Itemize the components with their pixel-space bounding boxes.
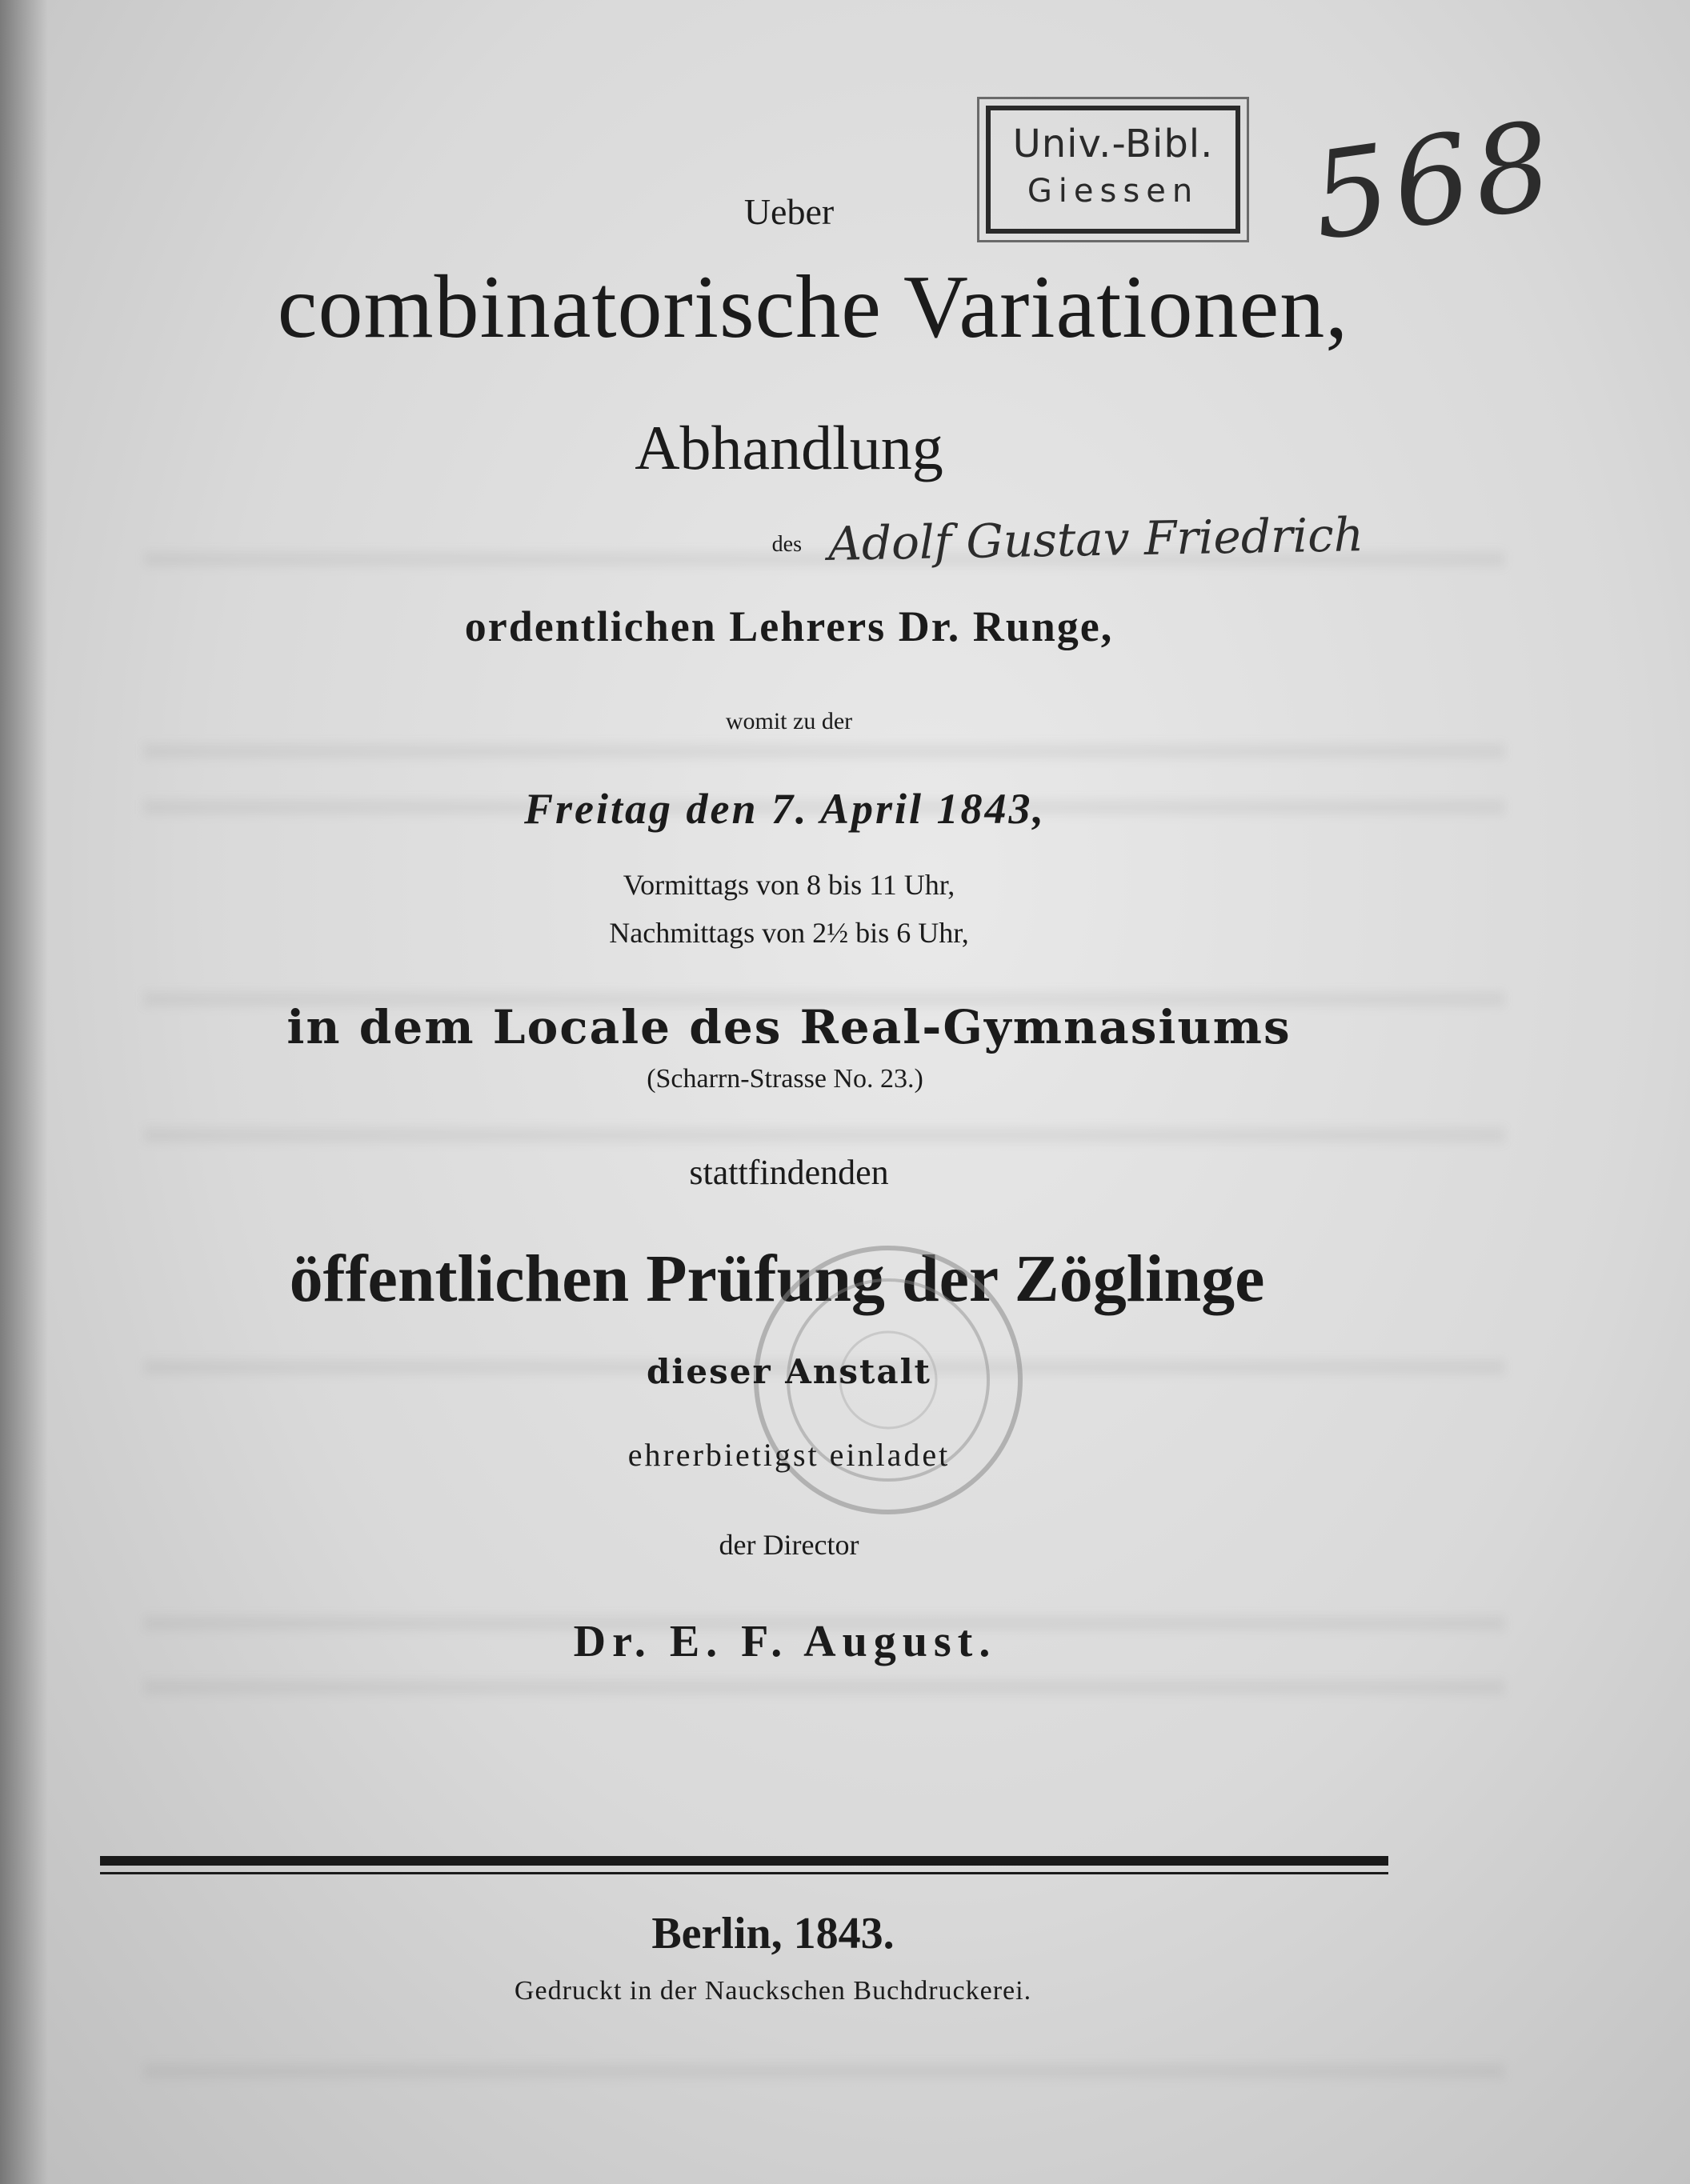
afternoon-hours: Nachmittags von 2½ bis 6 Uhr, [609, 917, 969, 949]
institution-line: dieser Anstalt [647, 1352, 931, 1391]
invite-line: ehrerbietigst einladet [627, 1437, 951, 1473]
stamp-line-2: Giessen [1027, 173, 1199, 210]
director-name: Dr. E. F. August. [573, 1617, 997, 1666]
handwritten-author-names: Adolf Gustav Friedrich [827, 507, 1364, 571]
bleed-through-line [144, 744, 1504, 758]
womit-line: womit zu der [725, 708, 853, 734]
imprint-printer: Gedruckt in der Nauckschen Buchdruckerei. [514, 1976, 1032, 2006]
author-line: ordentlichen Lehrers Dr. Runge, [464, 602, 1114, 650]
stattfindenden-line: stattfindenden [689, 1153, 889, 1192]
subtitle: Abhandlung [635, 413, 943, 482]
event-date: Freitag den 7. April 1843, [523, 785, 1047, 833]
bleed-through-line [144, 1680, 1504, 1694]
thick-rule [100, 1856, 1388, 1866]
bleed-through-line [144, 1128, 1504, 1142]
thin-rule [100, 1872, 1388, 1874]
event-location: in dem Locale des Real-Gymnasiums [286, 1000, 1292, 1054]
main-title: combinatorische Variationen, [277, 258, 1349, 357]
event-address: (Scharrn-Strasse No. 23.) [647, 1064, 923, 1094]
bleed-through-line [144, 2064, 1504, 2078]
author-des: des [771, 532, 802, 557]
exam-title: öffentlichen Prüfung der Zöglinge [289, 1242, 1265, 1316]
director-label: der Director [719, 1529, 859, 1561]
imprint-place-year: Berlin, 1843. [651, 1909, 895, 1958]
stamp-line-1: Univ.-Bibl. [1012, 122, 1214, 166]
title-pre: Ueber [743, 191, 835, 232]
handwritten-shelfmark: 568 [1304, 95, 1564, 268]
morning-hours: Vormittags von 8 bis 11 Uhr, [623, 869, 955, 901]
